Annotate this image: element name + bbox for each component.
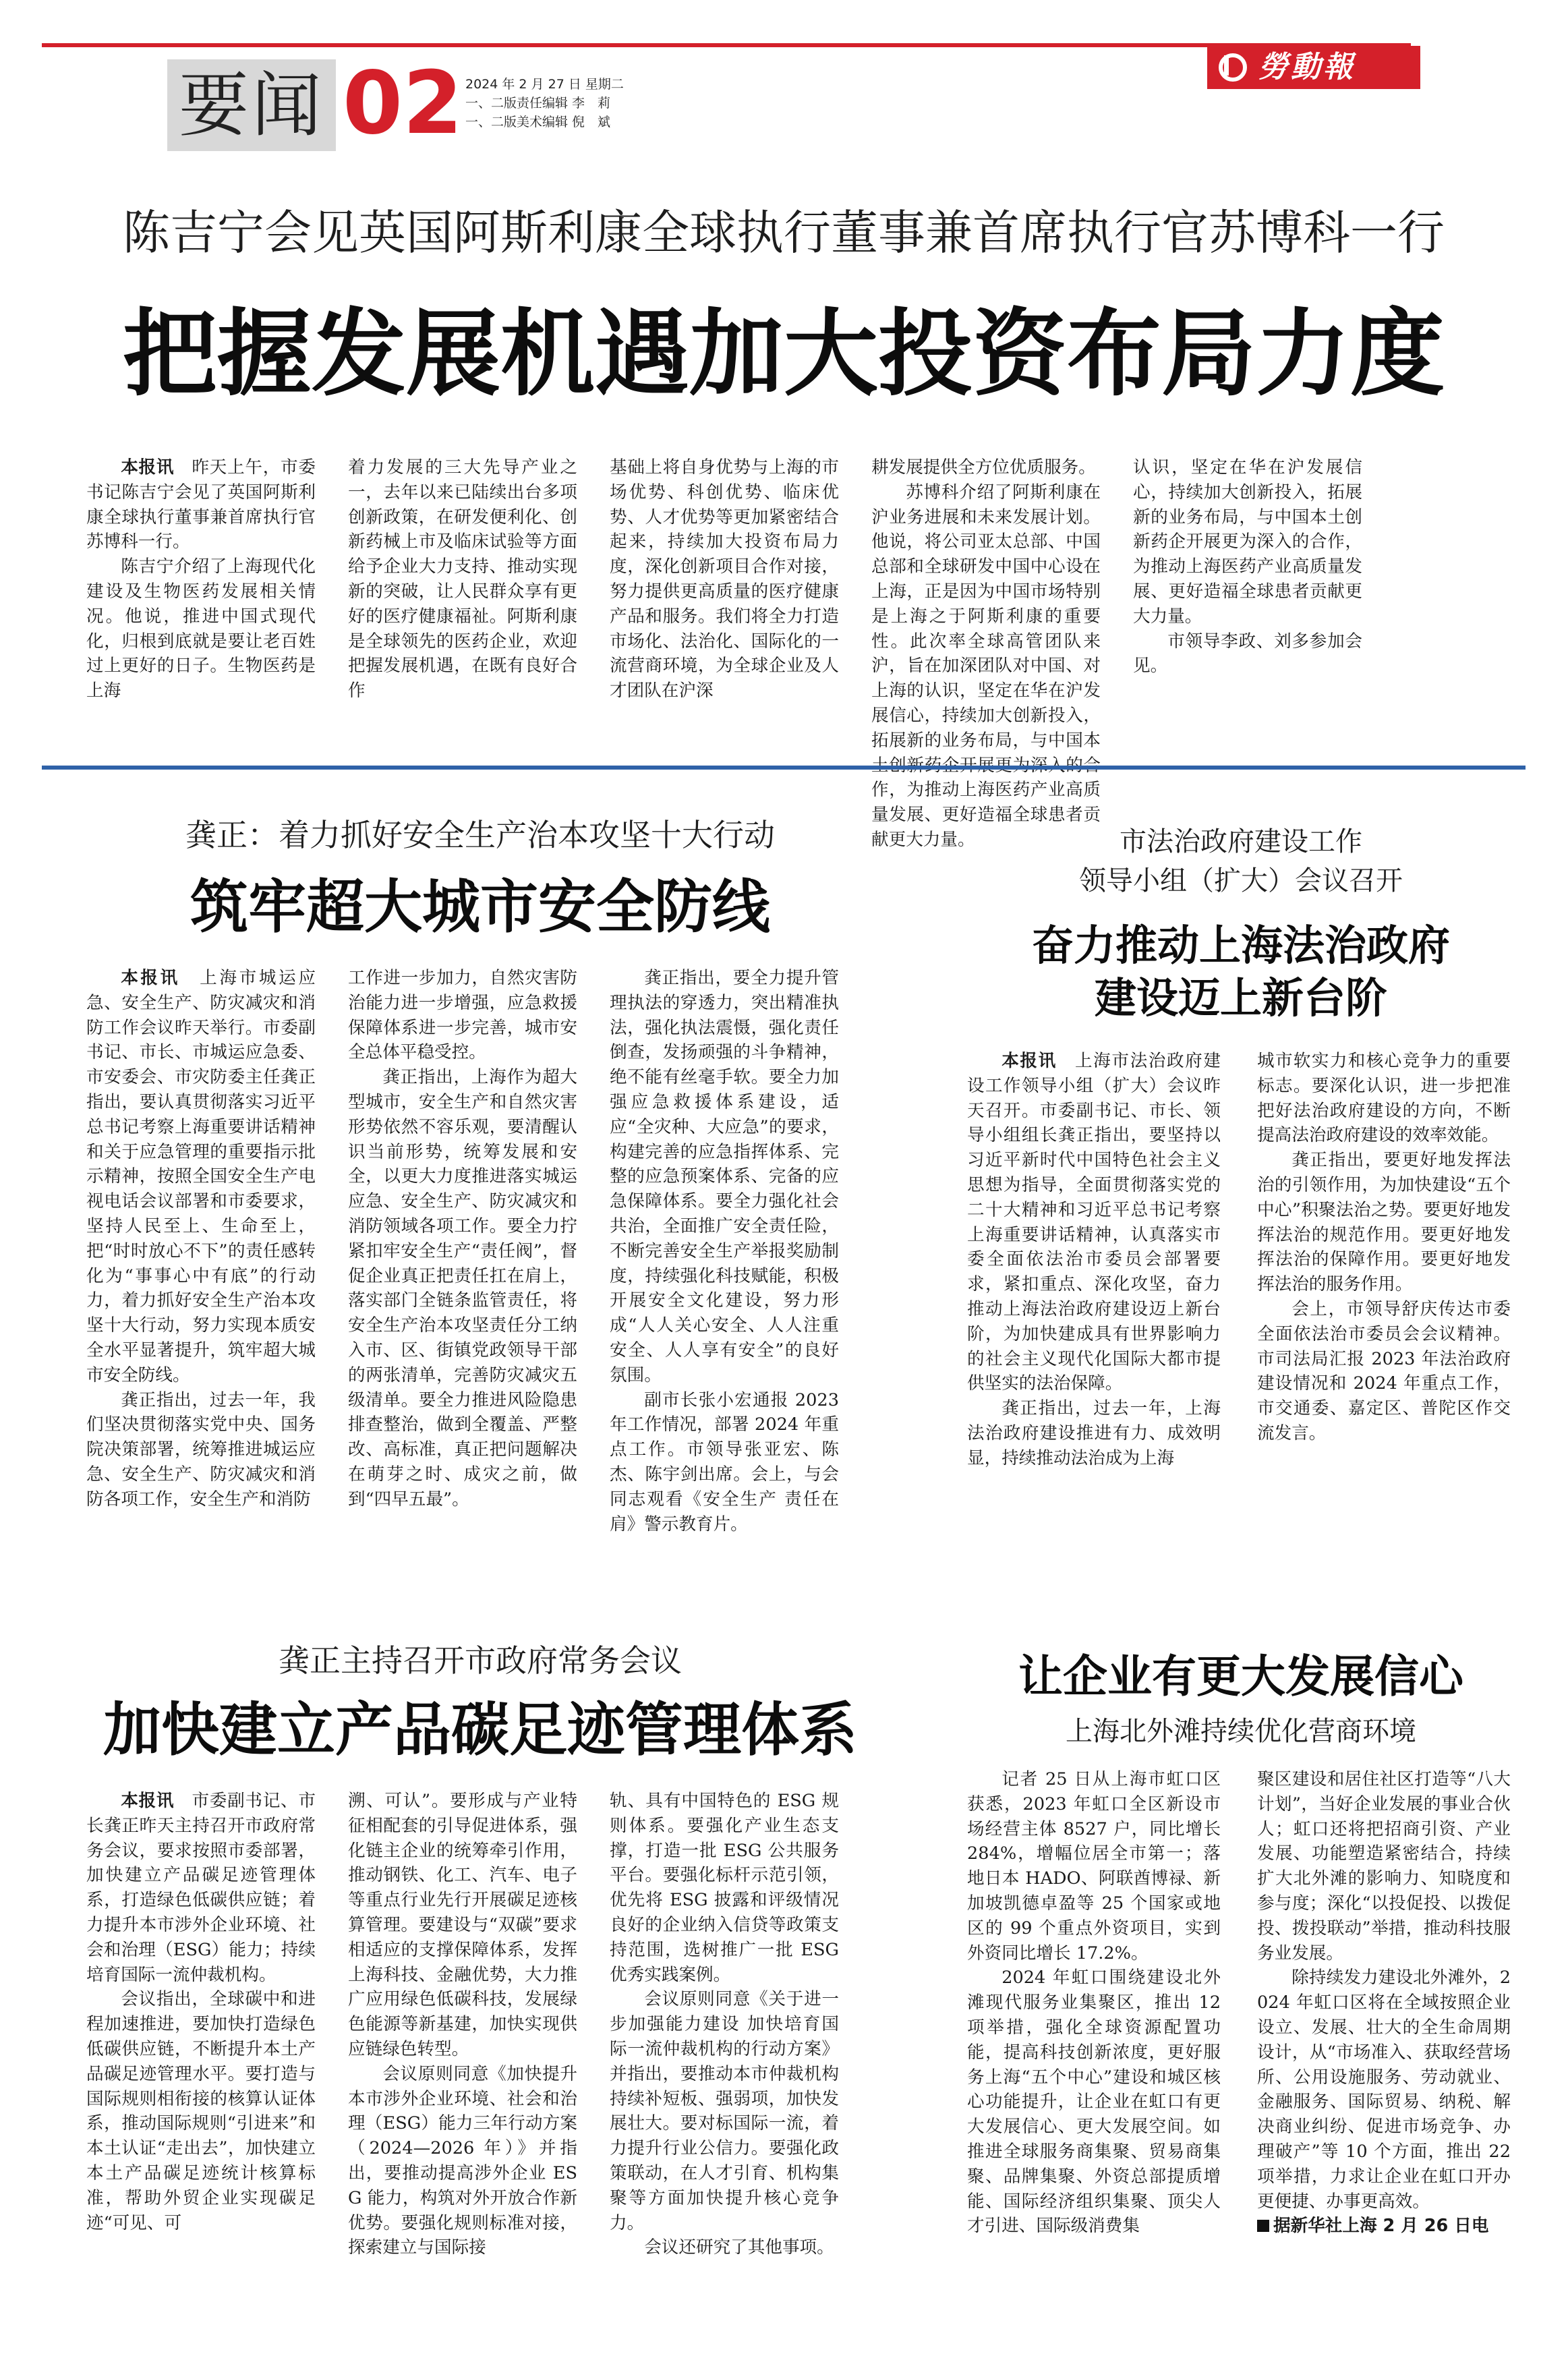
article2-headline: 筑牢超大城市安全防线 xyxy=(190,873,770,941)
article4-column-1: 本报讯 市委副书记、市长龚正昨天主持召开市政府常务会议，要求按照市委部署，加快建立产品碳足迹管理体系，打造绿色低碳供应链；着力提升本市涉外企业环境、社会和治理（ESG）能力；持续培育国际一流仲裁机构。 会议指出，全球碳中和进程加速推进，要加快打造绿色低碳供应链，不断提升本土产品碳足迹管理水平。要打造与国际规则相衔接的核算认证体系，推动国际规则“引进来”和本土认证“走出去”，加快建立本土产品碳足迹统计核算标准，帮助外贸企业实现碳足迹“可见、可 xyxy=(86,1789,316,2235)
article1-column-3: 基础上将自身优势与上海的市场优势、科创优势、临床优势、人才优势等更加紧密结合起来，持续加大投资布局力度，深化创新项目合作对接，努力提供更高质量的医疗健康产品和服务。我们将全力打造市场化、法治化、国际化的一流营商环境，为全球企业及人才团队在沪深 xyxy=(610,457,839,701)
article4-headline: 加快建立产品碳足迹管理体系 xyxy=(103,1696,857,1764)
article5-credit: 据新华社上海 2 月 26 日电 xyxy=(1273,2216,1489,2237)
bullet-square-icon xyxy=(1257,2220,1269,2232)
paragraph: 会上，市领导舒庆传达市委全面依法治市委员会会议精神。市司法局汇报 2023 年法治政府建设情况和 2024 年重点工作，市交通委、嘉定区、普陀区作交流发言。 xyxy=(1257,1298,1511,1443)
article4-column-3: 轨、具有中国特色的 ESG 规则体系。要强化产业生态支撑，打造一批 ESG 公共服务平台。要强化标杆示范引领，优先将 ESG 披露和评级情况良好的企业纳入信贷等政策支持范围，选树推广一批 ESG 优秀实践案例。 会议原则同意《关于进一步加强能力建设 加快培育国际一流仲裁机构的行动方案》并指出，要推动本市仲裁机构持续补短板、强弱项，加快发展壮大。要对标国际一流，着力提升行业公信力。要强化政策联动，在人才引育、机构集聚等方面加快提升核心竞争力。 会议还研究了其他事项。 xyxy=(610,1789,839,2260)
article4-body xyxy=(86,1789,909,2342)
article2-kicker: 龚正：着力抓好安全生产治本攻坚十大行动 xyxy=(185,817,775,853)
article4-column-2: 溯、可认”。要形成与产业特征相配套的引导促进体系，强化链主企业的统筹牵引作用，推动钢铁、化工、汽车、电子等重点行业先行开展碳足迹核算管理。要建设与“双碳”要求相适应的支撑保障体系，发挥上海科技、金融优势，大力推广应用绿色低碳科技，发展绿色能源等新基建，加快实现供应链绿色转型。 会议原则同意《加快提升本市涉外企业环境、社会和治理（ESG）能力三年行动方案（2024—2026 年）》并指出，要推动提高涉外企业 ESG 能力，构筑对外开放合作新优势。要强化规则标准对接，探索建立与国际接 xyxy=(348,1789,577,2260)
paragraph: 龚正指出，要全力提升管理执法的穿透力，突出精准执法，强化执法震慑，强化责任倒查，发扬顽强的斗争精神，绝不能有丝毫手软。要全力加强应急救援体系建设，适应“全灾种、大应急”的要求，构建完善的应急指挥体系、完整的应急预案体系、完备的应急保障体系。要全力强化社会共治，全面推广安全责任险，不断完善安全生产举报奖励制度，持续强化科技赋能，积极开展安全文化建设，努力形成“人人关心安全、人人注重安全、人人享有安全”的良好氛围。 xyxy=(610,968,839,1385)
article5-body xyxy=(967,1767,1534,2347)
date-line: 2024 年 2 月 27 日 星期二 xyxy=(465,77,624,92)
article5-headline: 让企业有更大发展信心 xyxy=(1018,1650,1463,1702)
paragraph: 苏博科介绍了阿斯利康在沪业务进展和未来发展计划。他说，将公司亚太总部、中国总部和全球研发中国中心设在上海，正是因为中国市场特别是上海之于阿斯利康的重要性。此次率全球高管团队来沪，旨在加深团队对中国、对上海的认识，坚定在华在沪发展信心，持续加大创新投入，拓展新的业务布局，与中国本 作，为推动上海医药产业高质量发展、更好造福全球患者贡献更大力量。 xyxy=(871,482,1101,850)
article5-subtitle: 上海北外滩持续优化营商环境 xyxy=(1066,1716,1416,1747)
article2-body xyxy=(86,966,909,1627)
article3-lead: 本报讯 xyxy=(1001,1051,1057,1071)
article4-lead: 本报讯 xyxy=(121,1791,175,1811)
section-label: 要闻 xyxy=(167,59,336,151)
page-number: 02 xyxy=(343,53,463,154)
article3-kicker-line-1: 市法治政府建设工作 xyxy=(1120,826,1362,857)
article4-kicker: 龚正主持召开市政府常务会议 xyxy=(279,1642,682,1679)
paragraph: 龚正指出，上海作为超大型城市，安全生产和自然灾害形势依然不容乐观，要清醒认识当前形势，统筹发展和安全，以更大力度推进落实城运应急、安全生产、防灾减灾和消防领域各项工作。要全力拧紧扣牢安全生产“责任阀”，督促企业真正把责任扛在肩上，落实部门全链条监管责任，将安全生产治本攻坚责任分工纳入市、区、街镇党政领导干部的两张清单，完善防灾减灾五级清单。要全力推进风险隐患排查整治，做到全覆盖、严整改、高标准，真正把问题解决在萌芽之时、成灾之前，做到“四早五最”。 xyxy=(348,1067,577,1510)
article2-column-1: 本报讯 上海市城运应急、安全生产、防灾减灾和消防工作会议昨天举行。市委副书记、市长、市城运应急委、市安委会、市灾防委主任龚正指出，要认真贯彻落实习近平总书记考察上海重要讲话精神和关于应急管理的重要指示批示精神，按照全国安全生产电视电话会议部署和市委要求，坚持人民至上、生命至上，把“时时放心不下”的责任感转化为“事事心中有底”的行动力，着力抓好安全生产治本攻坚十大行动，努力实现本质安全水平显著提升，筑牢超大城市安全防线。 龚正指出，过去一年，我们坚决贯彻落实党中央、国务院决策部署，统筹推进城运应急、安全生产、防灾减灾和消防各项工作，安全生产和消防 xyxy=(86,966,316,1512)
paragraph: 陈吉宁介绍了上海现代化建设及生物医药发展相关情况。他说，推进中国式现代化，归根到底就是要让老百姓过上更好的日子。生物医药是上海 xyxy=(86,556,316,701)
logo-text: 勞動報 xyxy=(1258,50,1356,84)
masthead-logo xyxy=(1207,46,1420,89)
paragraph: 会议原则同意《关于进一步加强能力建设 加快培育国际一流仲裁机构的行动方案》并指出，要推动本市仲裁机构持续补短板、强弱项，加快发展壮大。要对标国际一流，着力提升行业公信力。要强化政策联动，在人才引育、机构集聚等方面加快提升核心竞争力。 xyxy=(610,1989,839,2233)
paragraph: 会议还研究了其他事项。 xyxy=(644,2237,834,2258)
paragraph: 除持续发力建设北外滩外，2024 年虹口区将在全域按照企业设立、发展、壮大的全生命周期设计，从“市场准入、获取经营场所、公用设施服务、劳动就业、金融服务、国际贸易、纳税、解决商业纠纷、促进市场竞争、办理破产”等 10 个方面，推出 22 项举措，力求让企业在虹口开办更便捷、办事更高效。 xyxy=(1257,1967,1511,2212)
article2-column-3 xyxy=(610,966,839,1536)
article2-column-2: 工作进一步加力，自然灾害防治能力进一步增强，应急救援保障体系进一步完善，城市安全总体平稳受控。 龚正指出，上海作为超大型城市，安全生产和自然灾害形势依然不容乐观，要清醒认识当前形势，统筹发展和安全，以更大力度推进落实城运应急、安全生产、防灾减灾和消防领域各项工作。要全力拧紧扣牢安全生产“责任阀”，督促企业真正把责任扛在肩上，落实部门全链条监管责任，将安全生产治本攻坚责任分工纳入市、区、街镇党政领导干部的两张清单，完善防灾减灾五级清单。要全力推进风险隐患排查整治，做到全覆盖、严整改、高标准，真正把问题解决在萌芽之时、成灾之前，做到“四早五最”。 xyxy=(348,966,577,1512)
art-editor-line: 一、二版美术编辑 倪 斌 xyxy=(465,115,611,130)
logo-mark-icon xyxy=(1218,53,1248,82)
article2-lead: 本报讯 xyxy=(121,968,180,988)
article1-column-5: 认识，坚定在华在沪发展信心，持续加大创新投入，拓展新的业务布局，与中国本土创新药企开展更为深入的合作，为推动上海医药产业高质量发展、更好造福全球患者贡献更大力量。 市领导李政、刘多参加会见。 xyxy=(1133,455,1362,679)
top-rule xyxy=(42,43,1411,47)
paragraph: 会议指出，全球碳中和进程加速推进，要加快打造绿色低碳供应链，不断提升本土产品碳足迹管理水平。要打造与国际规则相衔接的核算认证体系，推动国际规则“引进来”和本土认证“走出去”，加快建立本土产品碳足迹统计核算标准，帮助外贸企业实现碳足迹“可见、可 xyxy=(86,1989,316,2233)
article3-kicker-line-2: 领导小组（扩大）会议召开 xyxy=(1079,865,1403,896)
article3-headline-line-2: 建设迈上新台阶 xyxy=(1094,973,1387,1023)
paragraph: 龚正指出，要更好地发挥法治的引领作用，为加快建设“五个中心”积聚法治之势。要更好地发挥法治的规范作用。要更好地发挥法治的保障作用。要更好地发挥法治的服务作用。 xyxy=(1257,1150,1511,1295)
article1-column-2: 着力发展的三大先导产业之一，去年以来已陆续出台多项创新政策，在研发便利化、创新药械上市及临床试验等方面给予企业大力支持、推动实现新的突破，让人民群众享有更好的医疗健康福祉。阿斯利康是全球领先的医药企业，欢迎把握发展机遇，在既有良好合作 xyxy=(348,457,577,701)
article1-column-4: 耕发展提供全方位优质服务。 苏博科介绍了阿斯利康在沪业务进展和未来发展计划。他说，将公司亚太总部、中国总部和全球研发中国中心设在上海，正是因为中国市场特别是上海之于阿斯利康的重要性。此次率全球高管团队来沪，旨在加深团队对中国、对上海的认识，坚定在华在沪发展信心，持续加大创新投入，拓展新的业务布局，与中国本 作，为推动上海医药产业高质量发展、更好造福全球患者贡献更大力量。 xyxy=(871,457,1101,850)
paragraph: 会议原则同意《加快提升本市涉外企业环境、社会和治理（ESG）能力三年行动方案（2024—2026 年）》并指出，要推动提高涉外企业 ESG 能力，构筑对外开放合作新优势。要强化规则标准对接，探索建立与国际接 xyxy=(348,2063,577,2258)
paragraph: 龚正指出，过去一年，我们坚决贯彻落实党中央、国务院决策部署，统筹推进城运应急、安全生产、防灾减灾和消防各项工作，安全生产和消防 xyxy=(86,1389,316,1510)
paragraph: 2024 年虹口围绕建设北外滩现代服务业集聚区，推出 12 项举措，强化全球资源配置功能，提高科技创新浓度，更好服务上海“五个中心”建设和城区核心功能提升，让企业在虹口有更大发展信心、更大发展空间。如推进全球服务商集聚、贸易商集聚、品牌集聚、外资总部提质增能、国际经济组织集聚、顶尖人才引进、国际级消费集 xyxy=(967,1967,1221,2237)
section-divider xyxy=(42,766,1526,770)
paragraph: 记者 25 日从上海市虹口区获悉，2023 年虹口全区新设市场经营主体 8527 户，同比增长 284%，增幅位居全市第一；落地日本 HADO、阿联酋博禄、新加坡凯德卓盈等 25 个国家或地区的 99 个重点外资项目，实到外资同比增长 17.2%。 xyxy=(967,1769,1221,1963)
paragraph: 市领导李政、刘多参加会见。 xyxy=(1133,631,1362,677)
article1-lead: 本报讯 xyxy=(121,457,175,478)
article3-headline-line-1: 奋力推动上海法治政府 xyxy=(1031,921,1450,970)
article5-column-1 xyxy=(967,1767,1221,2239)
paragraph: 龚正指出，过去一年，上海法治政府建设推进有力、成效明显，持续推动法治成为上海 xyxy=(967,1398,1221,1468)
article3-column-1: 本报讯 上海市法治政府建设工作领导小组（扩大）会议昨天召开。市委副书记、市长、领导小组组长龚正指出，要坚持以习近平新时代中国特色社会主义思想为指导，全面贯彻落实党的二十大精神和习近平总书记考察上海重要讲话精神，认真落实市委全面依法治市委员会部署要求，紧扣重点、深化攻坚，奋力推动上海法治政府建设迈上新台阶，为加快建成具有世界影响力的社会主义现代化国际大都市提供坚实的法治保障。 龚正指出，过去一年，上海法治政府建设推进有力、成效明显，持续推动法治成为上海 xyxy=(967,1049,1221,1471)
editor-line: 一、二版责任编辑 李 莉 xyxy=(465,96,611,111)
article3-column-2: 城市软实力和核心竞争力的重要标志。要深化认识，进一步把准把好法治政府建设的方向，不断提高法治政府建设的效率效能。 龚正指出，要更好地发挥法治的引领作用，为加快建设“五个中心”积聚法治之势。要更好地发挥法治的规范作用。要更好地发挥法治的保障作用。要更好地发挥法治的服务作用。 会上，市领导舒庆传达市委全面依法治市委员会会议精神。市司法局汇报 2023 年法治政府建设情况和 2024 年重点工作，市交通委、嘉定区、普陀区作交流发言。 xyxy=(1257,1049,1511,1446)
article1-column-1: 本报讯 昨天上午，市委书记陈吉宁会见了英国阿斯利康全球执行董事兼首席执行官苏博科一行。 陈吉宁介绍了上海现代化建设及生物医药发展相关情况。他说，推进中国式现代化，归根到底就是要让老百姓过上更好的日子。生物医药是上海 xyxy=(86,455,316,703)
article1-headline: 把握发展机遇加大投资布局力度 xyxy=(122,299,1445,409)
paragraph: 副市长张小宏通报 2023 年工作情况，部署 2024 年重点工作。市领导张亚宏、陈杰、陈宇剑出席。会上，与会同志观看《安全生产 责任在肩》警示教育片。 xyxy=(610,1389,839,1534)
article1-kicker: 陈吉宁会见英国阿斯利康全球执行董事兼首席执行官苏博科一行 xyxy=(123,205,1445,260)
article3-body xyxy=(967,1049,1534,1636)
article5-column-2: 聚区建设和居住社区打造等“八大计划”，当好企业发展的事业合伙人；虹口还将把招商引资、产业发展、功能塑造紧密结合，持续扩大北外滩的影响力、知晓度和参与度；深化“以投促投、以拨促投、拨投联动”举措，推动科技服务业发展。 除持续发力建设北外滩外，2024 年虹口区将在全域按照企业设立、发展、壮大的全生命周期设计，从“市场准入、获取经营场所、公用设施服务、劳动就业、金融服务、国际贸易、纳税、解决商业纠纷、促进市场竞争、办理破产”等 10 个方面，推出 22 项举措，力求让企业在虹口开办更便捷、办事更高效。 据新华社上海 2 月 26 日电 xyxy=(1257,1769,1511,2237)
